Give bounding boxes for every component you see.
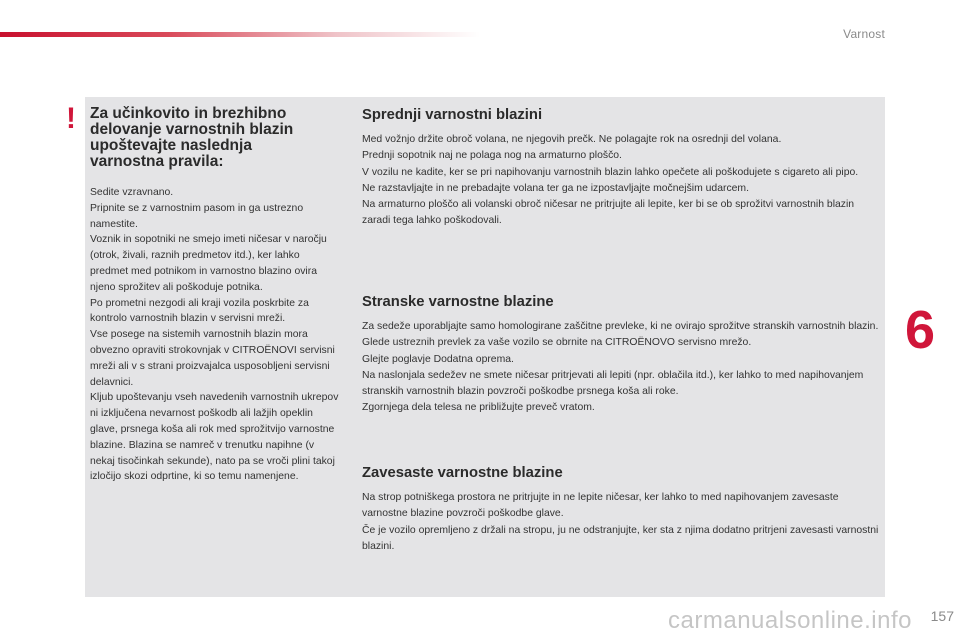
front-airbags-section	[362, 106, 882, 230]
chapter-number: 6	[905, 300, 936, 360]
warning-body: Sedite vzravnano. Pripnite se z varnostnim pasom in ga ustrezno namestite. Voznik in sopotniki ne smejo imeti ničesar v naročju (otrok, živali, raznih predmetov itd.), ker lahko predmet med potnikom in varnostno blazino ovira njeno sprožitev ali poškoduje potnika. Po prometni nezgodi ali kraji vozila poskrbite za kontrolo varnostnih blazin v servisni mreži. Vse posege na sistemih varnostnih blazin mora obvezno opraviti strokovnjak v CITROËNOVI servisni mreži ali v s strani proizvajalca usposobljeni servisni delavnici. Kljub upoštevanju vseh navedenih varnostnih ukrepov ni izključena nevarnost poškodb ali lažjih opeklin glave, prsnega koša ali rok med sprožitvijo varnostne blazine. Blazina se namreč v trenutku napihne (v nekaj tisočinkah sekunde), nato pa se vroči plini takoj izločijo skozi odprtine, ki so temu namenjene.	[90, 187, 339, 483]
warning-icon: !	[66, 102, 76, 135]
page-number: 157	[930, 608, 954, 624]
side-airbags-body: Za sedeže uporabljajte samo homologirane zaščitne prevleke, ki ne ovirajo sprožitve stranskih varnostnih blazin. Glede ustreznih prevlek za vaše vozilo se obrnite na CITROËNOVO servisno mrežo. Glejte poglavje Dodatna oprema. Na naslonjala sedežev ne smete ničesar pritrjevati ali lepiti (npr. oblačila itd.), ker lahko to med napihovanjem stranskih varnostnih blazin povzroči poškodbe prsnega koša ali roke. Zgornjega dela telesa ne približujte preveč vratom.	[362, 321, 879, 414]
front-airbags-body: Med vožnjo držite obroč volana, ne njegovih prečk. Ne polagajte rok na osrednji del volana. Prednji sopotnik naj ne polaga nog na armaturno ploščo. V vozilu ne kadite, ker se pri napihovanju varnostnih blazin lahko opečete ali poškodujete s cigareto ali pipo. Ne razstavljajte in ne prebadajte volana ter ga ne izpostavljajte močnejšim udarcem. Na armaturno ploščo ali volanski obroč ničesar ne pritrjujte ali lepite, ker bi se ob sprožitvi varnostnih blazin zaradi tega lahko poškodovali.	[362, 134, 859, 227]
curtain-airbags-body: Na strop potniškega prostora ne pritrjujte in ne lepite ničesar, ker lahko to med napihovanjem zavesaste varnostne blazine povzroči poškodbe glave. Če je vozilo opremljeno z držali na stropu, ju ne odstranjujte, ker sta z njima dodatno pritrjeni zavesasti varnostni blazini.	[362, 492, 879, 552]
curtain-airbags-section	[362, 464, 882, 555]
header-accent-bar	[0, 32, 480, 37]
curtain-airbags-title: Zavesaste varnostne blazine	[362, 465, 563, 481]
side-airbags-title: Stranske varnostne blazine	[362, 294, 554, 310]
section-title: Varnost	[843, 27, 885, 41]
warning-column	[90, 106, 340, 485]
watermark: carmanualsonline.info	[668, 607, 912, 634]
front-airbags-title: Sprednji varnostni blazini	[362, 107, 543, 123]
side-airbags-section	[362, 293, 882, 417]
warning-title: Za učinkovito in brezhibno delovanje varnostnih blazin upoštevajte naslednja varnostna pravila:	[90, 105, 294, 170]
